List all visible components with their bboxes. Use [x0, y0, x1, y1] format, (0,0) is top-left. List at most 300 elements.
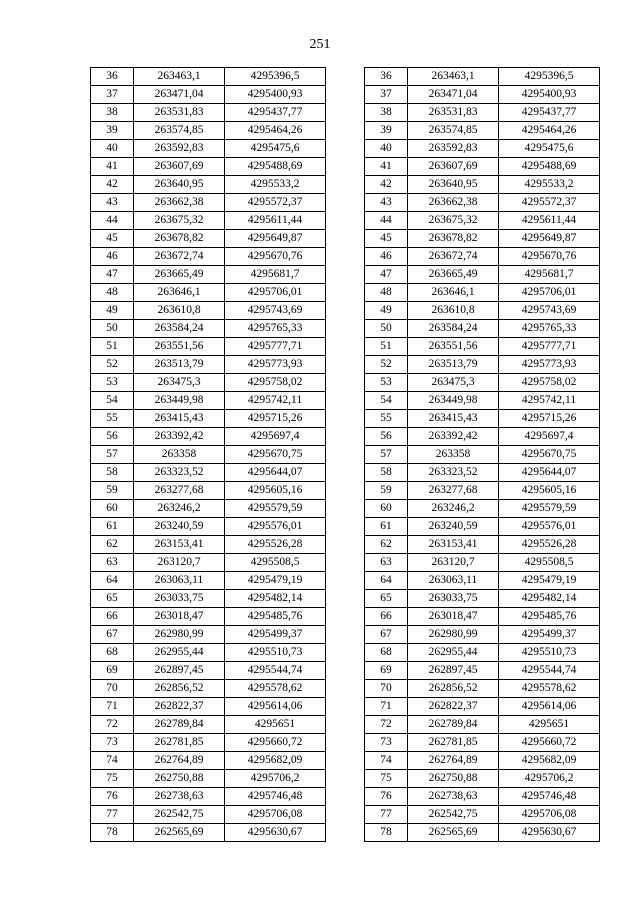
point-number-cell: 54 [365, 392, 408, 410]
x-coordinate-cell: 262822,37 [134, 698, 225, 716]
y-coordinate-cell: 4295479,19 [225, 572, 326, 590]
table-row [91, 284, 326, 302]
y-coordinate-cell: 4295758,02 [225, 374, 326, 392]
table-row [365, 608, 600, 626]
point-number-cell: 45 [365, 230, 408, 248]
x-coordinate-cell: 263646,1 [408, 284, 499, 302]
x-coordinate-cell: 263018,47 [408, 608, 499, 626]
point-number-cell: 61 [365, 518, 408, 536]
table-row [365, 626, 600, 644]
table-row [91, 248, 326, 266]
point-number-cell: 56 [91, 428, 134, 446]
table-row [91, 752, 326, 770]
x-coordinate-cell: 263607,69 [408, 158, 499, 176]
point-number-cell: 38 [91, 104, 134, 122]
y-coordinate-cell: 4295464,26 [499, 122, 600, 140]
x-coordinate-cell: 263277,68 [134, 482, 225, 500]
y-coordinate-cell: 4295533,2 [225, 176, 326, 194]
point-number-cell: 45 [91, 230, 134, 248]
point-number-cell: 69 [365, 662, 408, 680]
y-coordinate-cell: 4295746,48 [499, 788, 600, 806]
y-coordinate-cell: 4295400,93 [499, 86, 600, 104]
x-coordinate-cell: 263640,95 [408, 176, 499, 194]
table-row [91, 644, 326, 662]
x-coordinate-cell: 263675,32 [408, 212, 499, 230]
x-coordinate-cell: 263240,59 [408, 518, 499, 536]
point-number-cell: 78 [91, 824, 134, 842]
point-number-cell: 58 [365, 464, 408, 482]
x-coordinate-cell: 263574,85 [134, 122, 225, 140]
y-coordinate-cell: 4295660,72 [225, 734, 326, 752]
y-coordinate-cell: 4295670,76 [499, 248, 600, 266]
y-coordinate-cell: 4295706,2 [499, 770, 600, 788]
y-coordinate-cell: 4295649,87 [499, 230, 600, 248]
point-number-cell: 44 [91, 212, 134, 230]
y-coordinate-cell: 4295682,09 [225, 752, 326, 770]
x-coordinate-cell: 263646,1 [134, 284, 225, 302]
y-coordinate-cell: 4295578,62 [499, 680, 600, 698]
table-row [365, 446, 600, 464]
point-number-cell: 50 [365, 320, 408, 338]
table-row [365, 716, 600, 734]
point-number-cell: 65 [91, 590, 134, 608]
y-coordinate-cell: 4295576,01 [225, 518, 326, 536]
y-coordinate-cell: 4295400,93 [225, 86, 326, 104]
x-coordinate-cell: 262565,69 [134, 824, 225, 842]
y-coordinate-cell: 4295508,5 [499, 554, 600, 572]
point-number-cell: 74 [365, 752, 408, 770]
point-number-cell: 43 [91, 194, 134, 212]
point-number-cell: 41 [91, 158, 134, 176]
point-number-cell: 52 [91, 356, 134, 374]
x-coordinate-cell: 262980,99 [408, 626, 499, 644]
table-row [365, 518, 600, 536]
point-number-cell: 71 [91, 698, 134, 716]
x-coordinate-cell: 263675,32 [134, 212, 225, 230]
y-coordinate-cell: 4295544,74 [499, 662, 600, 680]
table-row [365, 374, 600, 392]
table-row [365, 158, 600, 176]
y-coordinate-cell: 4295706,08 [225, 806, 326, 824]
point-number-cell: 42 [365, 176, 408, 194]
table-row [91, 158, 326, 176]
x-coordinate-cell: 263531,83 [134, 104, 225, 122]
y-coordinate-cell: 4295488,69 [225, 158, 326, 176]
y-coordinate-cell: 4295499,37 [225, 626, 326, 644]
table-row [91, 302, 326, 320]
point-number-cell: 52 [365, 356, 408, 374]
y-coordinate-cell: 4295670,76 [225, 248, 326, 266]
x-coordinate-cell: 263033,75 [134, 590, 225, 608]
x-coordinate-cell: 263610,8 [134, 302, 225, 320]
x-coordinate-cell: 262738,63 [408, 788, 499, 806]
table-row [91, 716, 326, 734]
x-coordinate-cell: 263592,83 [134, 140, 225, 158]
point-number-cell: 59 [91, 482, 134, 500]
x-coordinate-cell: 263662,38 [134, 194, 225, 212]
table-row [365, 122, 600, 140]
table-row [365, 212, 600, 230]
x-coordinate-cell: 263392,42 [408, 428, 499, 446]
page-number: 251 [309, 37, 331, 52]
x-coordinate-cell: 263246,2 [134, 500, 225, 518]
table-row [91, 104, 326, 122]
point-number-cell: 44 [365, 212, 408, 230]
table-row [365, 410, 600, 428]
y-coordinate-cell: 4295777,71 [225, 338, 326, 356]
table-row [91, 518, 326, 536]
y-coordinate-cell: 4295579,59 [499, 500, 600, 518]
y-coordinate-cell: 4295544,74 [225, 662, 326, 680]
point-number-cell: 51 [365, 338, 408, 356]
point-number-cell: 68 [91, 644, 134, 662]
point-number-cell: 75 [365, 770, 408, 788]
y-coordinate-cell: 4295773,93 [499, 356, 600, 374]
table-row [91, 176, 326, 194]
x-coordinate-cell: 263471,04 [408, 86, 499, 104]
y-coordinate-cell: 4295706,2 [225, 770, 326, 788]
table-row [91, 824, 326, 842]
table-row [365, 230, 600, 248]
point-number-cell: 67 [91, 626, 134, 644]
table-row [365, 284, 600, 302]
table-row [91, 536, 326, 554]
x-coordinate-cell: 263120,7 [134, 554, 225, 572]
point-number-cell: 72 [91, 716, 134, 734]
x-coordinate-cell: 262856,52 [134, 680, 225, 698]
x-coordinate-cell: 263662,38 [408, 194, 499, 212]
x-coordinate-cell: 263665,49 [134, 266, 225, 284]
point-number-cell: 72 [365, 716, 408, 734]
y-coordinate-cell: 4295510,73 [225, 644, 326, 662]
point-number-cell: 71 [365, 698, 408, 716]
x-coordinate-cell: 263449,98 [408, 392, 499, 410]
x-coordinate-cell: 263240,59 [134, 518, 225, 536]
y-coordinate-cell: 4295746,48 [225, 788, 326, 806]
x-coordinate-cell: 263033,75 [408, 590, 499, 608]
x-coordinate-cell: 263153,41 [134, 536, 225, 554]
y-coordinate-cell: 4295630,67 [499, 824, 600, 842]
x-coordinate-cell: 263018,47 [134, 608, 225, 626]
x-coordinate-cell: 263471,04 [134, 86, 225, 104]
point-number-cell: 47 [91, 266, 134, 284]
y-coordinate-cell: 4295743,69 [225, 302, 326, 320]
y-coordinate-cell: 4295475,6 [499, 140, 600, 158]
y-coordinate-cell: 4295572,37 [499, 194, 600, 212]
point-number-cell: 62 [91, 536, 134, 554]
y-coordinate-cell: 4295777,71 [499, 338, 600, 356]
y-coordinate-cell: 4295526,28 [499, 536, 600, 554]
y-coordinate-cell: 4295488,69 [499, 158, 600, 176]
point-number-cell: 38 [365, 104, 408, 122]
point-number-cell: 39 [365, 122, 408, 140]
y-coordinate-cell: 4295651 [225, 716, 326, 734]
table-row [91, 122, 326, 140]
table-row [365, 752, 600, 770]
table-row [91, 140, 326, 158]
table-row [91, 392, 326, 410]
table-row [91, 500, 326, 518]
point-number-cell: 36 [91, 68, 134, 86]
x-coordinate-cell: 262781,85 [408, 734, 499, 752]
x-coordinate-cell: 263475,3 [134, 374, 225, 392]
x-coordinate-cell: 263607,69 [134, 158, 225, 176]
table-row [365, 644, 600, 662]
y-coordinate-cell: 4295742,11 [499, 392, 600, 410]
table-body [91, 68, 326, 842]
y-coordinate-cell: 4295508,5 [225, 554, 326, 572]
point-number-cell: 73 [91, 734, 134, 752]
y-coordinate-cell: 4295479,19 [499, 572, 600, 590]
x-coordinate-cell: 262789,84 [408, 716, 499, 734]
point-number-cell: 37 [365, 86, 408, 104]
point-number-cell: 62 [365, 536, 408, 554]
coordinates-table-left [90, 67, 326, 842]
table-row [365, 194, 600, 212]
table-row [365, 770, 600, 788]
x-coordinate-cell: 263678,82 [408, 230, 499, 248]
table-row [91, 374, 326, 392]
point-number-cell: 64 [91, 572, 134, 590]
point-number-cell: 42 [91, 176, 134, 194]
table-row [91, 698, 326, 716]
y-coordinate-cell: 4295765,33 [225, 320, 326, 338]
x-coordinate-cell: 263063,11 [134, 572, 225, 590]
point-number-cell: 46 [365, 248, 408, 266]
x-coordinate-cell: 262781,85 [134, 734, 225, 752]
point-number-cell: 77 [91, 806, 134, 824]
y-coordinate-cell: 4295510,73 [499, 644, 600, 662]
point-number-cell: 64 [365, 572, 408, 590]
table-row [365, 806, 600, 824]
x-coordinate-cell: 263415,43 [134, 410, 225, 428]
table-row [365, 356, 600, 374]
y-coordinate-cell: 4295697,4 [499, 428, 600, 446]
x-coordinate-cell: 263584,24 [134, 320, 225, 338]
point-number-cell: 70 [91, 680, 134, 698]
table-row [365, 536, 600, 554]
table-row [91, 788, 326, 806]
x-coordinate-cell: 263323,52 [408, 464, 499, 482]
y-coordinate-cell: 4295742,11 [225, 392, 326, 410]
point-number-cell: 69 [91, 662, 134, 680]
x-coordinate-cell: 262738,63 [134, 788, 225, 806]
point-number-cell: 48 [91, 284, 134, 302]
y-coordinate-cell: 4295579,59 [225, 500, 326, 518]
x-coordinate-cell: 263463,1 [134, 68, 225, 86]
point-number-cell: 49 [91, 302, 134, 320]
y-coordinate-cell: 4295437,77 [225, 104, 326, 122]
y-coordinate-cell: 4295605,16 [225, 482, 326, 500]
table-row [91, 320, 326, 338]
x-coordinate-cell: 263551,56 [408, 338, 499, 356]
table-row [365, 680, 600, 698]
table-row [365, 248, 600, 266]
x-coordinate-cell: 262542,75 [134, 806, 225, 824]
point-number-cell: 53 [365, 374, 408, 392]
point-number-cell: 39 [91, 122, 134, 140]
y-coordinate-cell: 4295533,2 [499, 176, 600, 194]
y-coordinate-cell: 4295572,37 [225, 194, 326, 212]
point-number-cell: 57 [365, 446, 408, 464]
point-number-cell: 43 [365, 194, 408, 212]
x-coordinate-cell: 262750,88 [408, 770, 499, 788]
y-coordinate-cell: 4295611,44 [499, 212, 600, 230]
x-coordinate-cell: 263463,1 [408, 68, 499, 86]
table-row [365, 140, 600, 158]
table-body [365, 68, 600, 842]
x-coordinate-cell: 262980,99 [134, 626, 225, 644]
y-coordinate-cell: 4295681,7 [499, 266, 600, 284]
table-row [365, 86, 600, 104]
point-number-cell: 75 [91, 770, 134, 788]
y-coordinate-cell: 4295715,26 [225, 410, 326, 428]
y-coordinate-cell: 4295697,4 [225, 428, 326, 446]
table-row [91, 608, 326, 626]
y-coordinate-cell: 4295614,06 [225, 698, 326, 716]
coordinates-table-right [364, 67, 600, 842]
table-row [91, 338, 326, 356]
y-coordinate-cell: 4295651 [499, 716, 600, 734]
table-row [365, 662, 600, 680]
y-coordinate-cell: 4295682,09 [499, 752, 600, 770]
table-row [365, 554, 600, 572]
table-row [365, 302, 600, 320]
y-coordinate-cell: 4295743,69 [499, 302, 600, 320]
x-coordinate-cell: 263475,3 [408, 374, 499, 392]
table-row [91, 266, 326, 284]
point-number-cell: 63 [91, 554, 134, 572]
point-number-cell: 57 [91, 446, 134, 464]
point-number-cell: 58 [91, 464, 134, 482]
point-number-cell: 36 [365, 68, 408, 86]
x-coordinate-cell: 263246,2 [408, 500, 499, 518]
y-coordinate-cell: 4295649,87 [225, 230, 326, 248]
table-row [365, 392, 600, 410]
x-coordinate-cell: 263672,74 [134, 248, 225, 266]
point-number-cell: 55 [365, 410, 408, 428]
x-coordinate-cell: 263551,56 [134, 338, 225, 356]
y-coordinate-cell: 4295715,26 [499, 410, 600, 428]
y-coordinate-cell: 4295670,75 [225, 446, 326, 464]
point-number-cell: 49 [365, 302, 408, 320]
point-number-cell: 66 [91, 608, 134, 626]
point-number-cell: 40 [365, 140, 408, 158]
x-coordinate-cell: 263678,82 [134, 230, 225, 248]
table-row [91, 554, 326, 572]
table-row [91, 626, 326, 644]
point-number-cell: 46 [91, 248, 134, 266]
point-number-cell: 41 [365, 158, 408, 176]
y-coordinate-cell: 4295576,01 [499, 518, 600, 536]
table-row [365, 572, 600, 590]
point-number-cell: 48 [365, 284, 408, 302]
x-coordinate-cell: 263665,49 [408, 266, 499, 284]
x-coordinate-cell: 263358 [408, 446, 499, 464]
point-number-cell: 54 [91, 392, 134, 410]
y-coordinate-cell: 4295670,75 [499, 446, 600, 464]
point-number-cell: 73 [365, 734, 408, 752]
table-row [91, 590, 326, 608]
y-coordinate-cell: 4295644,07 [499, 464, 600, 482]
y-coordinate-cell: 4295644,07 [225, 464, 326, 482]
y-coordinate-cell: 4295706,01 [225, 284, 326, 302]
y-coordinate-cell: 4295681,7 [225, 266, 326, 284]
y-coordinate-cell: 4295485,76 [225, 608, 326, 626]
point-number-cell: 59 [365, 482, 408, 500]
x-coordinate-cell: 263574,85 [408, 122, 499, 140]
y-coordinate-cell: 4295605,16 [499, 482, 600, 500]
point-number-cell: 66 [365, 608, 408, 626]
x-coordinate-cell: 263592,83 [408, 140, 499, 158]
x-coordinate-cell: 263063,11 [408, 572, 499, 590]
x-coordinate-cell: 263584,24 [408, 320, 499, 338]
table-row [365, 338, 600, 356]
x-coordinate-cell: 262955,44 [134, 644, 225, 662]
y-coordinate-cell: 4295437,77 [499, 104, 600, 122]
table-row [91, 356, 326, 374]
x-coordinate-cell: 263449,98 [134, 392, 225, 410]
point-number-cell: 55 [91, 410, 134, 428]
x-coordinate-cell: 263672,74 [408, 248, 499, 266]
point-number-cell: 78 [365, 824, 408, 842]
x-coordinate-cell: 262764,89 [134, 752, 225, 770]
table-row [91, 428, 326, 446]
y-coordinate-cell: 4295706,01 [499, 284, 600, 302]
y-coordinate-cell: 4295396,5 [225, 68, 326, 86]
table-row [91, 680, 326, 698]
y-coordinate-cell: 4295485,76 [499, 608, 600, 626]
y-coordinate-cell: 4295396,5 [499, 68, 600, 86]
y-coordinate-cell: 4295758,02 [499, 374, 600, 392]
point-number-cell: 70 [365, 680, 408, 698]
point-number-cell: 50 [91, 320, 134, 338]
y-coordinate-cell: 4295526,28 [225, 536, 326, 554]
table-row [91, 212, 326, 230]
table-row [365, 320, 600, 338]
y-coordinate-cell: 4295482,14 [225, 590, 326, 608]
table-row [91, 194, 326, 212]
point-number-cell: 74 [91, 752, 134, 770]
table-row [365, 266, 600, 284]
table-row [365, 464, 600, 482]
x-coordinate-cell: 263323,52 [134, 464, 225, 482]
table-row [365, 788, 600, 806]
table-row [365, 428, 600, 446]
y-coordinate-cell: 4295464,26 [225, 122, 326, 140]
y-coordinate-cell: 4295475,6 [225, 140, 326, 158]
table-row [91, 734, 326, 752]
table-row [91, 464, 326, 482]
x-coordinate-cell: 263513,79 [134, 356, 225, 374]
point-number-cell: 60 [365, 500, 408, 518]
point-number-cell: 40 [91, 140, 134, 158]
point-number-cell: 76 [91, 788, 134, 806]
point-number-cell: 37 [91, 86, 134, 104]
y-coordinate-cell: 4295482,14 [499, 590, 600, 608]
point-number-cell: 61 [91, 518, 134, 536]
y-coordinate-cell: 4295611,44 [225, 212, 326, 230]
table-row [91, 86, 326, 104]
table-row [365, 698, 600, 716]
table-row [365, 590, 600, 608]
x-coordinate-cell: 263277,68 [408, 482, 499, 500]
table-row [365, 824, 600, 842]
point-number-cell: 65 [365, 590, 408, 608]
x-coordinate-cell: 263153,41 [408, 536, 499, 554]
point-number-cell: 47 [365, 266, 408, 284]
table-row [365, 500, 600, 518]
